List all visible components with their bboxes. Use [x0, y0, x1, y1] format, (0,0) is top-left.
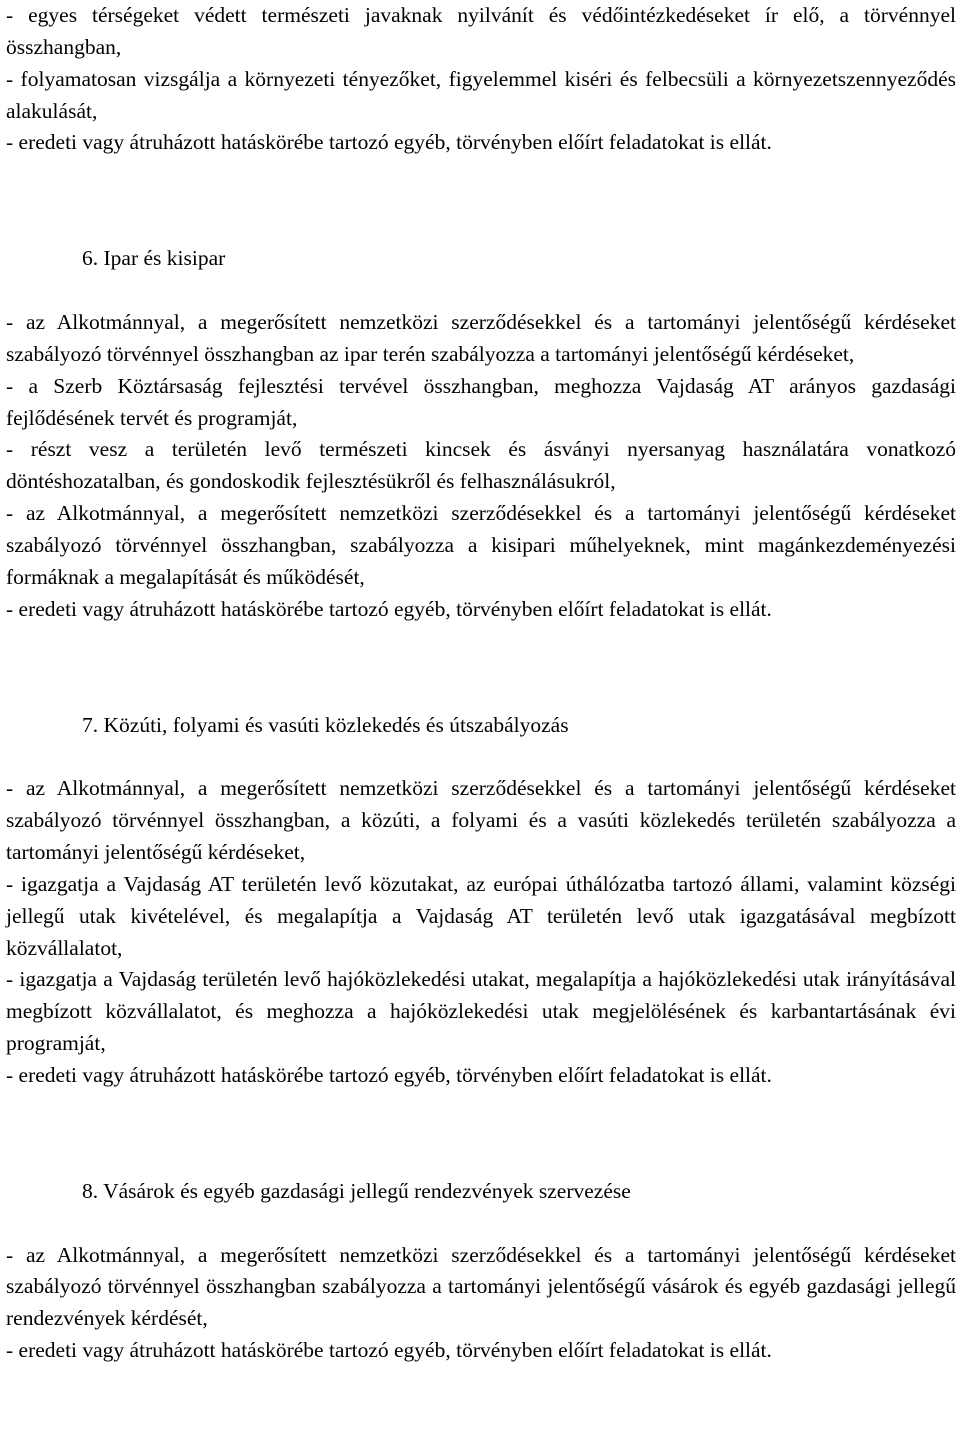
list-item: - igazgatja a Vajdaság AT területén levő közutakat, az európai úthálózatba tartozó állami, valamint községi jellegű utak kivételével, és megalapítja a Vajdaság AT területén levő utak igazgatásával megbízott közvállalatot, — [6, 871, 956, 960]
spacer — [6, 626, 956, 710]
list-item: - az Alkotmánnyal, a megerősített nemzetközi szerződésekkel és a tartományi jelentőségű kérdéseket szabályozó törvénnyel összhangban az ipar terén szabályozza a tartományi jelentőségű kérdéseket, — [6, 310, 956, 366]
spacer — [6, 1208, 956, 1240]
list-item: - a Szerb Köztársaság fejlesztési tervével összhangban, meghozza Vajdaság AT arányos gazdasági fejlődésének tervét és programját, — [6, 373, 956, 430]
spacer — [6, 275, 956, 307]
list-item: - egyes térségeket védett természeti javaknak nyilvánít és védőintézkedéseket ír elő, a törvénnyel összhangban, — [6, 3, 956, 59]
list-item: - az Alkotmánnyal, a megerősített nemzetközi szerződésekkel és a tartományi jelentőségű kérdéseket szabályozó törvénnyel összhangban, a közúti, a folyami és a vasúti közlekedés területén szabályozza a tartományi jelentőségű kérdéseket, — [6, 776, 956, 865]
list-item: - az Alkotmánnyal, a megerősített nemzetközi szerződésekkel és a tartományi jelentőségű kérdéseket szabályozó törvénnyel összhangban szabályozza a tartományi jelentőségű vásárok és egyéb gazdasági jellegű rendezvények kérdését, — [6, 1242, 956, 1331]
section-heading: 6. Ipar és kisipar — [82, 246, 226, 271]
document-page — [6, 0, 956, 1367]
list-item: - az Alkotmánnyal, a megerősített nemzetközi szerződésekkel és a tartományi jelentőségű kérdéseket szabályozó törvénnyel összhangban, szabályozza a kisipari műhelyeknek, mint magánkezdeményezési formáknak a megalapítását és működését, — [6, 501, 956, 589]
section-heading: 8. Vásárok és egyéb gazdasági jellegű rendezvények szervezése — [82, 1178, 631, 1203]
list-item: - eredeti vagy átruházott hatáskörébe tartozó egyéb, törvényben előírt feladatokat is ellát. — [6, 130, 772, 155]
list-item: - részt vesz a területén levő természeti kincsek és ásványi nyersanyag használatára vonatkozó döntéshozatalban, és gondoskodik fejlesztésükről és felhasználásukról, — [6, 437, 956, 494]
spacer — [6, 741, 956, 773]
list-item: - eredeti vagy átruházott hatáskörébe tartozó egyéb, törvényben előírt feladatokat is ellát. — [6, 596, 772, 621]
list-item: - eredeti vagy átruházott hatáskörébe tartozó egyéb, törvényben előírt feladatokat is ellát. — [6, 1338, 772, 1363]
spacer — [6, 1092, 956, 1176]
spacer — [6, 159, 956, 243]
list-item: - folyamatosan vizsgálja a környezeti tényezőket, figyelemmel kiséri és felbecsüli a környezetszennyeződés alakulását, — [6, 66, 956, 123]
list-item: - igazgatja a Vajdaság területén levő hajóközlekedési utakat, megalapítja a hajóközlekedési utak irányításával megbízott közvállalatot, és meghozza a hajóközlekedési utak megjelölésének és karbantartásának évi programját, — [6, 967, 956, 1056]
list-item: - eredeti vagy átruházott hatáskörébe tartozó egyéb, törvényben előírt feladatokat is ellát. — [6, 1062, 772, 1087]
section-heading: 7. Közúti, folyami és vasúti közlekedés és útszabályozás — [82, 712, 569, 737]
